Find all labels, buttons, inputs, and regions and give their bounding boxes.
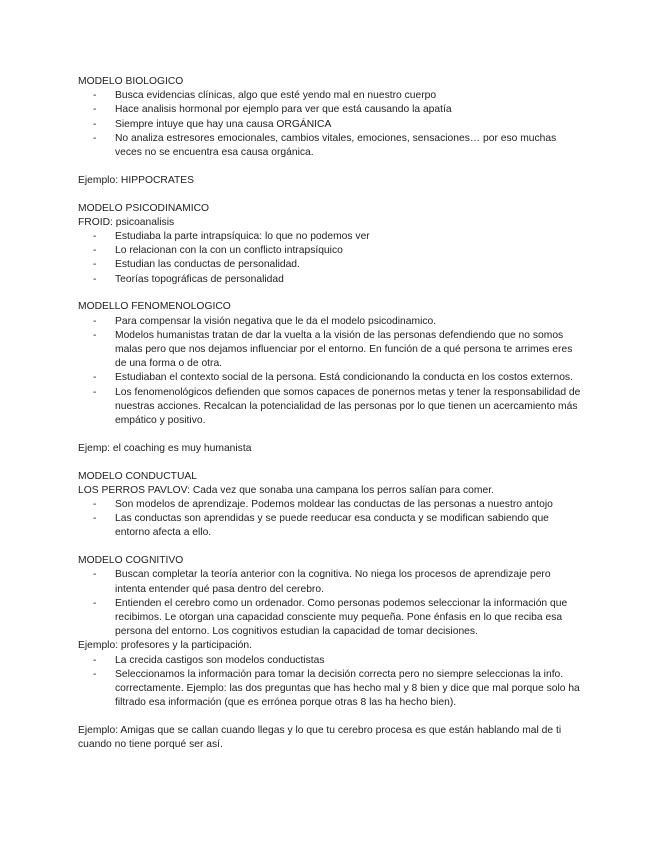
bullet-item: - Estudiaban el contexto social de la persona. Está condicionando la conducta en los costos externos. — [78, 371, 583, 385]
section-modelo-cognitivo — [78, 554, 583, 710]
bullet-list — [78, 89, 583, 160]
section-modelo-biologico — [78, 75, 583, 160]
bullet-list — [78, 498, 583, 541]
section-heading: MODELO BIOLOGICO — [78, 76, 184, 87]
bullet-item: - Hace analisis hormonal por ejemplo para ver que está causando la apatía — [78, 103, 583, 117]
bullet-list — [78, 315, 583, 429]
bullet-item: - Son modelos de aprendizaje. Podemos moldear las conductas de las personas a nuestro antojo — [78, 498, 583, 512]
section-heading: MODELO COGNITIVO — [78, 555, 184, 567]
bullet-list — [78, 654, 583, 711]
section-subline: LOS PERROS PAVLOV: Cada vez que sonaba una campana los perros salían para comer. — [78, 484, 494, 496]
bullet-item: - Siempre intuye que hay una causa ORGÁNICA — [78, 118, 583, 132]
bullet-item: - Las conductas son aprendidas y se puede reeducar esa conducta y se modifican sabiendo que entorno afecta a ello. — [78, 512, 583, 540]
bullet-item: - Entienden el cerebro como un ordenador. Como personas podemos seleccionar la información que recibimos. Le otorgan una capacidad consciente muy pequeña. Pone énfasis en lo que reciba esa persona del entorno. Los cognitivos estudian la capacidad de tomar decisiones. — [78, 597, 583, 640]
document-body — [78, 75, 583, 766]
bullet-item: - Seleccionamos la información para tomar la decisión correcta pero no siempre seleccionas la info. correctamente. Ejemplo: las dos preguntas que has hecho mal y 8 bien y dice que mal porque solo ha filtrado esa información (que es errónea porque otras 8 las ha hecho bien). — [78, 668, 583, 711]
section-heading: MODELO CONDUCTUAL — [78, 470, 197, 482]
section-heading: MODELLO FENOMENOLOGICO — [78, 301, 231, 313]
example-paragraph: Ejemp: el coaching es muy humanista — [78, 442, 252, 454]
section-modelo-conductual — [78, 470, 583, 541]
bullet-item: - La crecida castigos son modelos conductistas — [78, 654, 583, 668]
bullet-item: - Estudian las conductas de personalidad. — [78, 258, 583, 272]
section-modelo-psicodinamico — [78, 202, 583, 287]
bullet-item: - Busca evidencias clínicas, algo que esté yendo mal en nuestro cuerpo — [78, 89, 583, 103]
bullet-item: - Estudiaba la parte intrapsíquica: lo que no podemos ver — [78, 230, 583, 244]
example-line: Ejemplo: profesores y la participación. — [78, 640, 252, 652]
bullet-item: - Buscan completar la teoría anterior con la cognitiva. No niega los procesos de aprendizaje pero intenta entender qué pasa dentro del cerebro. — [78, 568, 583, 596]
bullet-item: - Para compensar la visión negativa que le da el modelo psicodinamico. — [78, 315, 583, 329]
bullet-item: - Modelos humanistas tratan de dar la vuelta a la visión de las personas defendiendo que no somos malas pero que nos dejamos influenciar por el entorno. En función de a qué persona te arrimes eres de una forma o de otra. — [78, 329, 583, 372]
bullet-item: - Teorías topográficas de personalidad — [78, 273, 583, 287]
section-heading: MODELO PSICODINAMICO — [78, 202, 210, 214]
section-modelo-fenomenologico — [78, 300, 583, 428]
bullet-item: - Lo relacionan con la con un conflicto intrapsíquico — [78, 244, 583, 258]
example-paragraph: Ejemplo: HIPPOCRATES — [78, 174, 194, 186]
bullet-list — [78, 230, 583, 287]
example-paragraph: Ejemplo: Amigas que se callan cuando llegas y lo que tu cerebro procesa es que están hablando mal de ti cuando no tiene porqué ser así. — [78, 725, 562, 751]
section-subline: FROID: psicoanalisis — [78, 216, 175, 228]
bullet-item: - No analiza estresores emocionales, cambios vitales, emociones, sensaciones… por eso muchas veces no se encuentra esa causa orgánica. — [78, 132, 583, 160]
bullet-item: - Los fenomenológicos defienden que somos capaces de ponernos metas y tener la responsabilidad de nuestras acciones. Recalcan la potencialidad de las personas por lo que tienen un acercamiento más empático y positivo. — [78, 386, 583, 429]
bullet-list — [78, 568, 583, 639]
